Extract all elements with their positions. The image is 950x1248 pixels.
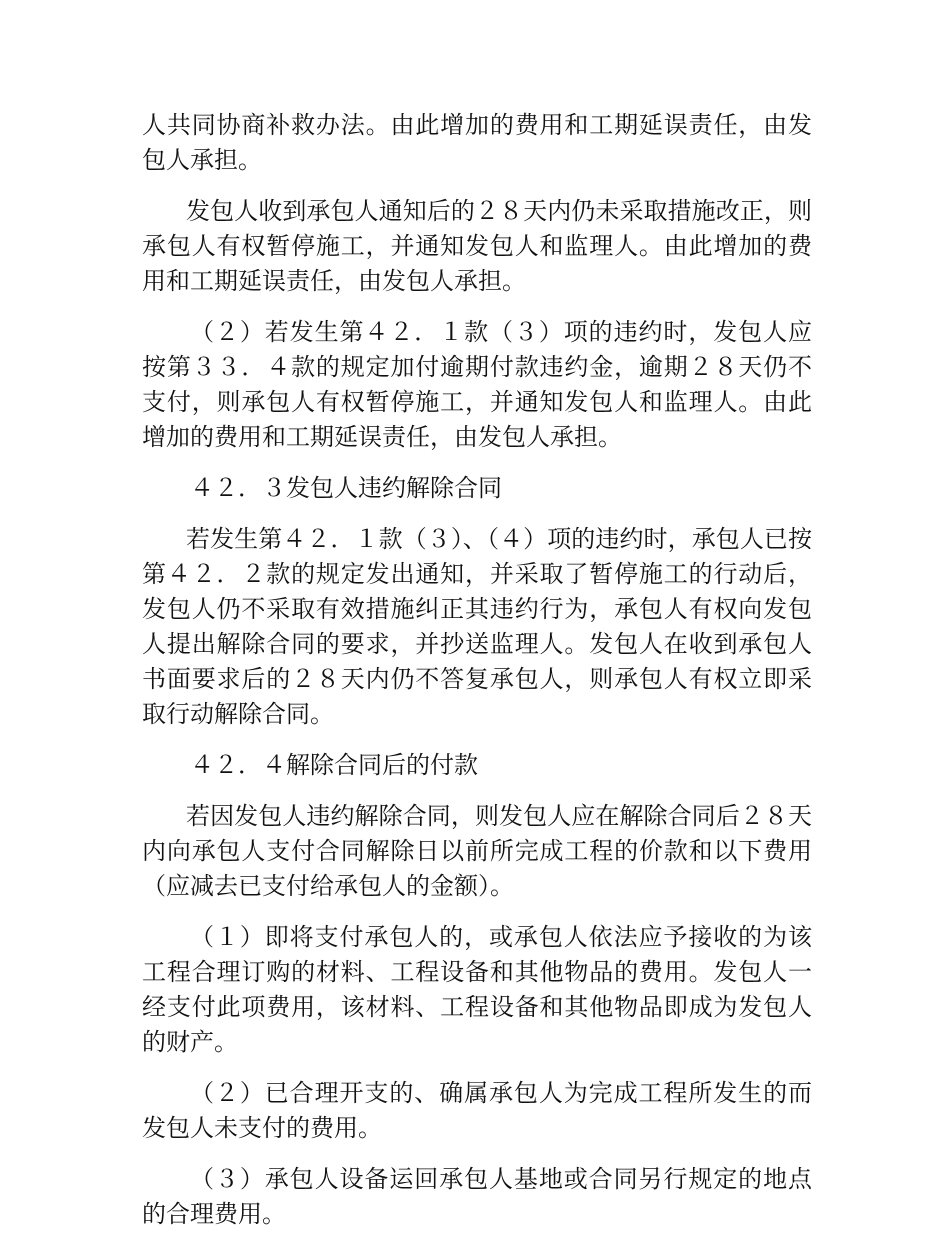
section-heading-42-3: ４２．３发包人违约解除合同 [190, 474, 502, 502]
paragraph-item-2-expenses: （２）已合理开支的、确属承包人为完成工程所发生的而发包人未支付的费用。 [142, 1079, 812, 1142]
paragraph-termination-conditions: 若发生第４２．１款（３）、（４）项的违约时，承包人已按第４２．２款的规定发出通知，并采取了暂停施工的行动后，发包人仍不采取有效措施纠正其违约行为，承包人有权向发包人提出解除合同的要求，并抄送监理人。发包人在收到承包人书面要求后的２８天内仍不答复承包人，则承包人有权立即采取行动解除合同。 [142, 525, 812, 728]
paragraph-notice-deadline: 发包人收到承包人通知后的２８天内仍未采取措施改正，则承包人有权暂停施工，并通知发包人和监理人。由此增加的费用和工期延误责任，由发包人承担。 [142, 197, 812, 295]
paragraph-payment-after-termination: 若因发包人违约解除合同，则发包人应在解除合同后２８天内向承包人支付合同解除日以前所完成工程的价款和以下费用（应减去已支付给承包人的金额）。 [142, 802, 812, 900]
paragraph-item-3-equipment-return: （３）承包人设备运回承包人基地或合同另行规定的地点的合理费用。 [142, 1165, 812, 1228]
section-heading-42-4: ４２．４解除合同后的付款 [190, 751, 478, 779]
document-body [142, 108, 812, 1248]
paragraph-item-2-late-payment: （２）若发生第４２．１款（３）项的违约时，发包人应按第３３．４款的规定加付逾期付款违约金，逾期２８天仍不支付，则承包人有权暂停施工，并通知发包人和监理人。由此增加的费用和工期延误责任，由发包人承担。 [142, 318, 812, 451]
paragraph-continuation: 人共同协商补救办法。由此增加的费用和工期延误责任，由发包人承担。 [142, 111, 812, 174]
paragraph-item-1-materials: （１）即将支付承包人的，或承包人依法应予接收的为该工程合理订购的材料、工程设备和其他物品的费用。发包人一经支付此项费用，该材料、工程设备和其他物品即成为发包人的财产。 [142, 923, 812, 1056]
